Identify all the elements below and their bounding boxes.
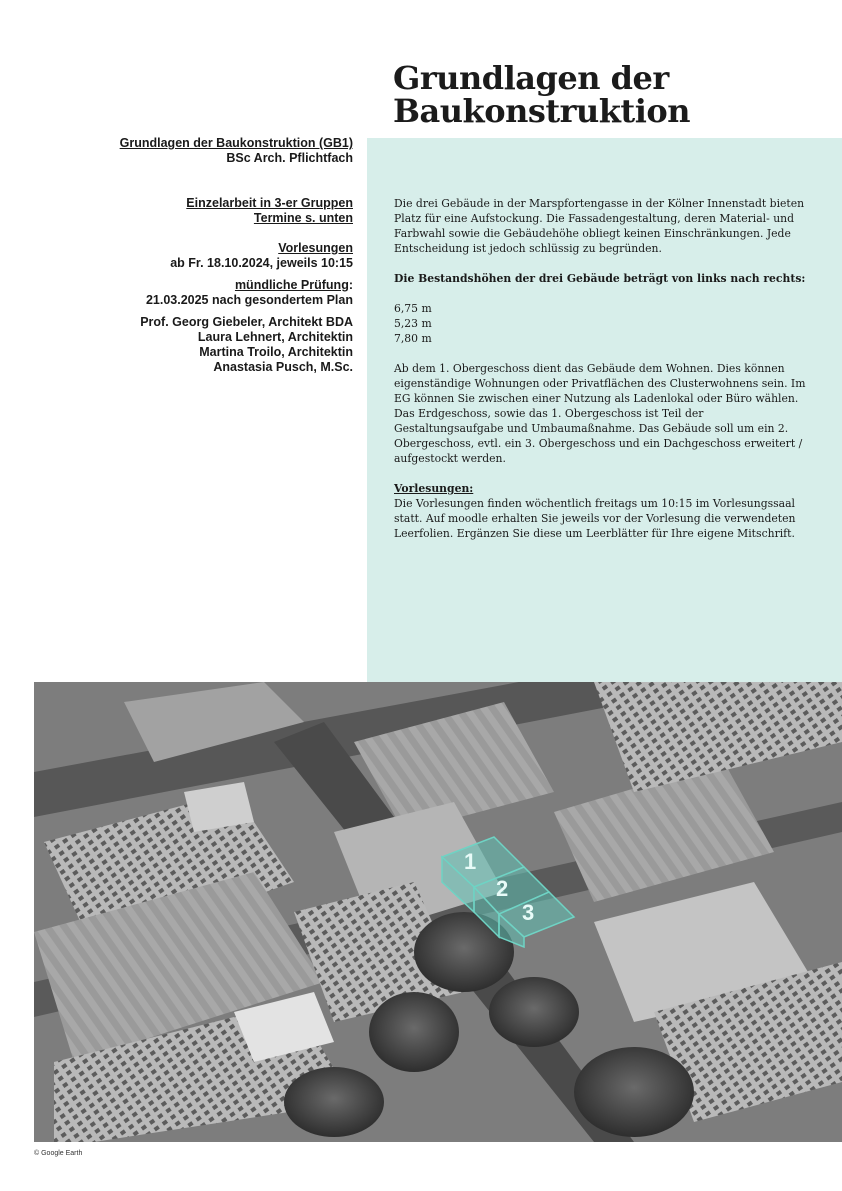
- lectures-label: Vorlesungen: [278, 241, 353, 255]
- heights-heading: Die Bestandshöhen der drei Gebäude beträgt von links nach rechts:: [394, 272, 806, 285]
- exam-colon: :: [348, 278, 353, 292]
- building-marker-1: 1: [464, 849, 477, 874]
- aerial-photo-illustration: [34, 682, 842, 1142]
- intro-paragraph: Die drei Gebäude in der Marspfortengasse in der Kölner Innenstadt bieten Platz für eine Aufstockung. Die Fassadengestaltung, deren Material- und Farbwahl sowie die Gebäudehöhe obliegt keinen Einschränkungen. Jede Entscheidung ist jedoch schlüssig zu begründen.: [394, 197, 805, 255]
- height-value: 6,75 m: [394, 302, 432, 315]
- course-info: [60, 136, 353, 375]
- course-name: Grundlagen der Baukonstruktion (GB1): [119, 136, 353, 150]
- exam-line: [60, 278, 353, 293]
- aerial-photo: [34, 682, 842, 1142]
- height-value: 7,80 m: [394, 332, 432, 345]
- page-title: [393, 59, 833, 130]
- scope-paragraph: Das Erdgeschoss, sowie das 1. Obergeschoss ist Teil der Gestaltungsaufgabe und Umbaumaßnahme. Das Gebäude soll um ein 2. Obergeschoss, evtl. ein 3. Obergeschoss und ein Dachgeschoss erweitert / aufgestockt werden.: [394, 407, 803, 465]
- course-type: BSc Arch. Pflichtfach: [226, 151, 353, 165]
- lectures-paragraph: Die Vorlesungen finden wöchentlich freitags um 10:15 im Vorlesungssaal statt. Auf moodle erhalten Sie jeweils vor der Vorlesung die verwendeten Leerfolien. Ergänzen Sie diese um Leerblätter für Ihre eigene Mitschrift.: [394, 497, 796, 540]
- exam-label: mündliche Prüfung: [234, 278, 349, 292]
- usage-paragraph: Ab dem 1. Obergeschoss dient das Gebäude dem Wohnen. Dies können eigenständige Wohnungen oder Privatflächen des Clusterwohnens sein. Im EG können Sie zwischen einer Nutzung als Ladenlokal oder Büro wählen.: [394, 362, 806, 405]
- lectures-value: ab Fr. 18.10.2024, jeweils 10:15: [170, 256, 353, 270]
- staff-member: Anastasia Pusch, M.Sc.: [213, 360, 353, 374]
- height-value: 5,23 m: [394, 317, 432, 330]
- building-marker-2: 2: [496, 876, 509, 901]
- title-line-1: Grundlagen der: [393, 59, 669, 97]
- work-mode: Einzelarbeit in 3-er Gruppen: [186, 196, 353, 210]
- title-line-2: Baukonstruktion: [393, 92, 690, 130]
- exam-value: 21.03.2025 nach gesondertem Plan: [145, 293, 353, 307]
- dates-ref: Termine s. unten: [253, 211, 353, 225]
- staff-member: Martina Troilo, Architektin: [199, 345, 353, 359]
- image-credit: © Google Earth: [34, 1150, 83, 1157]
- staff-member: Laura Lehnert, Architektin: [197, 330, 353, 344]
- lectures-heading: Vorlesungen:: [394, 482, 474, 495]
- staff-member: Prof. Georg Giebeler, Architekt BDA: [140, 315, 353, 329]
- description-text: [394, 196, 814, 541]
- building-marker-3: 3: [522, 900, 535, 925]
